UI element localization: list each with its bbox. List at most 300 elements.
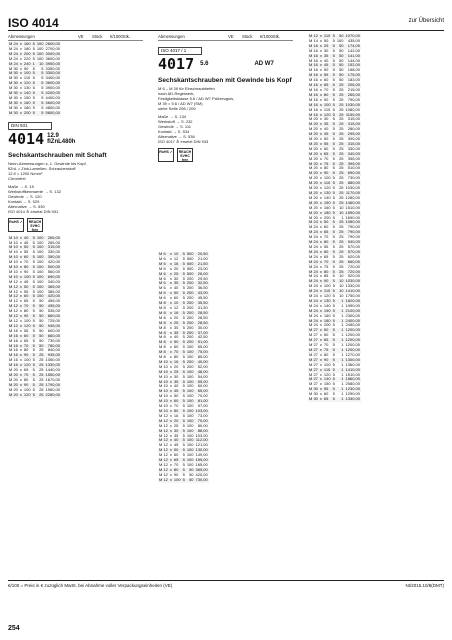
table-cell: x [319,86,322,92]
table-cell: 880,00 [345,181,361,186]
table-cell: 60 [23,294,32,299]
right-column [308,34,444,402]
table-cell: 5 [332,356,335,362]
table-cell: 160 [323,204,331,210]
table-cell: 5 [182,471,185,477]
table-cell: M 10 [159,383,168,389]
table-cell: M 16 [309,42,318,48]
table-cell: 100 [186,403,194,409]
table-cell: 20 [173,265,179,271]
table-cell: 16 [173,311,182,316]
table-cell: x [169,417,172,423]
table-cell: x [319,101,322,107]
table-cell: 5 [332,234,335,240]
reach-badge: REACH SVHC free [28,219,42,232]
table-cell: 1050,00 [45,357,60,363]
table-cell: 1510,00 [345,204,360,210]
table-cell: M 24 [309,288,318,294]
table-cell: 940,00 [345,240,361,245]
table-cell: x [19,90,22,96]
table-cell: x [19,347,22,353]
table-cell: 1860,00 [345,376,360,382]
table-cell: 40 [173,438,182,443]
table-cell: x [19,249,22,255]
table-cell: M 30 [309,396,318,402]
table-cell: 200 [186,300,194,306]
table-cell: 10 [36,62,45,67]
table-cell: 112,00 [195,437,208,443]
table-cell: 5 [32,352,35,358]
product-table [308,34,361,402]
table-cell: 25 [173,370,182,375]
table-cell: 100 [186,447,194,453]
table-cell: 3950,00 [45,60,60,66]
table-cell: 5 [32,318,35,323]
table-cell: M 12 [9,322,18,328]
table-cell: 65 [23,337,29,343]
table-cell: x [169,280,172,286]
table-cell: x [319,72,322,78]
table-cell: 25 [36,373,45,378]
table-cell: x [319,253,322,259]
table-cell: 5 [332,204,335,210]
table-cell: 60 [173,344,179,350]
table-cell: M 20 [309,121,318,127]
table-cell: 70 [23,259,29,265]
table-cell: 5 [32,273,35,279]
table-cell: 5 [41,75,44,81]
table-cell: 1360,00 [345,361,360,367]
table-cell: M 6 [159,285,166,291]
table-cell: x [319,37,322,43]
table-cell: 16 [173,262,182,267]
table-cell: 51,00 [195,340,209,345]
table-cell: M 12 [159,452,168,458]
table-cell: 435,00 [347,37,360,43]
table-cell: 60 [323,224,329,230]
table-cell: 5 [332,297,335,303]
table-cell: 1070,00 [345,33,360,38]
table-cell: 5 [332,145,335,151]
table-cell: 5 [32,283,35,289]
table-cell: M 24 [309,273,318,279]
table-cell: M 24 [309,293,318,299]
table-cell: 120 [323,371,331,377]
footer-note: €/100 = Preis in € zuzüglich MwSt. bei Abnahme voller Verpackungseinheiten (VE) [8,583,173,588]
table-cell: x [319,140,322,146]
table-cell: 25 [339,263,344,269]
overview-link[interactable] [409,18,444,24]
table-cell: 1 [336,358,345,363]
table-cell: 97,00 [197,403,208,409]
table-cell: x [319,111,322,117]
table-cell: 3900,00 [45,85,60,91]
table-cell: x [169,349,172,355]
table-cell: 32,50 [195,281,209,286]
table-cell: M 10 [9,244,18,250]
table-cell: x [319,219,322,225]
table-cell: 100 [323,283,331,289]
table-cell: 60 [23,334,32,339]
rohs-badge: RoHS ✓ [8,218,24,232]
table-cell: M 27 [309,342,318,348]
table-cell: 100 [186,349,194,355]
table-cell: 5 [332,140,335,146]
table-cell: 790,00 [347,96,360,102]
table-cell: 80 [173,409,182,414]
table-cell: 1030,00 [345,185,360,191]
table-cell: 100 [36,234,44,240]
table-cell: 1460,00 [345,199,360,205]
table-cell: 5 [182,304,185,310]
table-cell: M 16 [309,62,318,68]
table-cell: 45 [23,239,29,245]
table-cell: 35 [173,281,182,286]
table-cell: 10 [173,252,182,257]
table-cell: x [19,45,22,51]
table-cell: x [169,383,172,389]
table-cell: x [19,65,22,71]
table-cell: 50 [39,298,44,304]
table-cell: M 20 [9,367,18,373]
table-cell: 45 [323,63,332,68]
table-cell: 200 [186,334,194,340]
table-cell: 90 [23,65,29,71]
table-cell: 300,00 [347,136,360,142]
table-cell: M 24 [309,219,318,225]
table-cell: 100 [323,101,331,107]
table-cell: 4800,00 [45,104,60,110]
table-cell: x [169,354,172,360]
table-cell: 50 [336,54,345,59]
table-cell: 75,00 [195,350,209,355]
table-cell: 1 [341,322,344,328]
table-cell: x [19,55,22,61]
table-cell: 265,00 [345,93,361,98]
table-cell: 5 [32,386,35,392]
table-cell: 5 [182,412,185,418]
table-cell: 5 [332,381,335,387]
table-cell: 1 [341,332,344,338]
table-cell: 25 [336,93,345,98]
table-cell: 25 [336,113,345,118]
table-cell: 45 [23,278,29,284]
table-cell: M 27 [309,332,318,338]
table-cell: 5 [332,396,335,402]
table-cell: 5 [182,398,185,404]
table-cell: 5 [36,101,45,106]
table-cell: 60 [323,391,329,397]
table-cell: M 30 [9,85,18,91]
table-cell: 5 [332,96,335,102]
table-cell: 5 [32,293,35,299]
table-cell: 103,00 [195,432,208,438]
table-cell: x [169,476,172,482]
table-cell: 183,00 [347,77,360,83]
table-cell: 5 [36,91,45,96]
table-cell: 55 [323,387,332,392]
table-cell: 90 [323,171,332,176]
table-cell: 690,00 [45,275,61,280]
table-cell: 720,00 [345,270,361,275]
table-cell: M 24 [309,234,318,240]
table-cell: 200 [186,290,194,296]
table-cell: 5 [182,466,185,472]
table-cell: 350,00 [45,255,61,260]
table-cell: 5 [332,263,335,269]
table-cell: 5 [332,111,335,117]
table-cell: x [319,116,322,122]
table-cell: M 16 [309,77,318,83]
table-cell: x [19,332,22,338]
table-cell: 65 [23,367,29,373]
table-cell: 5 [32,45,35,51]
table-cell: 25 [339,136,344,142]
table-cell: x [169,295,172,301]
table-cell: x [169,422,172,428]
table-cell: 5 [32,303,35,309]
table-cell: 5 [332,86,335,92]
table-cell: 25 [339,194,344,200]
table-cell: M 8 [158,340,169,345]
table-cell: 120 [323,111,331,117]
table-cell: 130 [323,190,331,195]
table-cell: 70,00 [195,419,209,424]
table-cell: 5 [41,65,44,71]
table-cell: 340,00 [47,278,60,284]
table-cell: 35 [173,432,179,438]
table-cell: 50 [339,67,344,73]
table-cell: M 10 [159,368,168,374]
table-cell: 1230,00 [345,386,360,392]
table-cell: x [319,121,322,127]
table-cell: M 20 [309,175,318,181]
table-cell: 50 [336,73,345,78]
table-cell: 1 [336,377,345,382]
table-cell: 25 [36,383,45,388]
table-cell: 1440,00 [45,367,60,373]
table-cell: 5 [332,342,335,348]
table-cell: 5 [32,322,35,328]
table-cell: x [169,363,172,369]
table-cell: 1330,00 [345,283,360,289]
table-cell: 25 [323,44,332,49]
table-cell: 120 [323,293,331,299]
table-cell: x [319,62,322,68]
table-cell: 5 [332,351,335,357]
table-cell: M 10 [159,358,168,364]
table-cell: 200 [186,304,194,310]
table-cell: 50 [339,77,344,83]
table-cell: 5 [32,259,35,265]
table-cell: 130 [23,85,31,91]
table-cell: M 12 [159,466,168,472]
table-cell: x [169,432,172,438]
table-cell: 3350,00 [45,65,60,71]
table-cell: 3600,00 [45,80,60,86]
table-cell: x [169,393,172,399]
table-cell: M 16 [9,332,18,338]
table-cell: 25 [336,270,345,275]
table-cell: x [169,324,172,330]
table-cell: 80 [23,347,29,353]
table-cell: 570,00 [345,250,361,255]
table-cell: x [169,329,172,335]
table-cell: 25 [336,181,345,186]
table-cell: 100 [36,278,44,284]
table-cell: 5 [332,155,335,161]
table-cell: M 20 [309,131,318,137]
table-cell: 50 [173,291,182,296]
table-cell: x [169,447,172,453]
table-cell: M 20 [9,376,18,382]
table-cell: x [19,342,22,348]
table-cell: 1 [341,351,344,357]
table-cell: M 20 [309,180,318,186]
table-cell: x [319,155,322,161]
table-cell: x [169,437,172,443]
table-cell: 1330,00 [45,362,60,368]
table-cell: 37,00 [195,331,209,336]
table-cell: 660,00 [45,314,61,319]
table-cell: 100 [186,398,194,404]
table-cell: 500,00 [45,265,61,270]
table-cell: 5 [182,408,185,413]
table-cell: 500 [186,265,194,271]
table-cell: 25 [336,162,345,167]
table-cell: 560,00 [47,268,60,274]
table-cell: 120 [323,185,331,191]
table-cell: x [319,185,322,191]
table-cell: 5 [32,376,35,382]
table-cell: M 8 [159,324,166,330]
table-cell: M 6 [159,255,166,261]
table-cell: x [319,170,322,176]
table-cell: M 8 [159,344,166,350]
table-cell: 150 [323,381,331,387]
table-cell: 25 [339,155,344,161]
table-cell: 25 [336,83,345,88]
table-cell: 5 [332,180,335,186]
table-cell: 10 [339,283,344,289]
table-cell: 5600,00 [45,109,60,115]
table-cell: 10 [339,293,344,299]
table-cell: 206,00 [345,83,361,88]
table-cell: 40 [173,285,179,291]
table-cell: 2400,00 [345,317,360,323]
table-cell: 1200,00 [345,342,360,348]
table-cell: 1 [336,338,345,343]
table-cell: 45,50 [197,295,208,301]
table-cell: x [19,244,22,250]
table-cell: 120 [23,362,31,368]
table-cell: 80 [323,240,332,245]
table-cell: x [319,91,322,97]
table-cell: 55 [23,249,29,255]
table-cell: x [19,376,22,382]
table-cell: 100 [186,388,194,394]
table-cell: x [319,317,322,323]
table-cell: 50 [23,285,32,290]
table-cell: 5 [332,332,335,338]
table-cell: x [19,75,22,81]
table-cell: 5 [41,85,44,91]
table-cell: x [319,47,322,53]
table-cell: 21,50 [195,262,209,267]
table-cell: x [169,461,172,467]
table-cell: 55 [323,243,329,249]
table-cell: 180 [23,45,31,51]
table-cell: 1 [341,361,344,367]
table-cell: M 12 [159,422,168,428]
table-cell: 500 [186,251,194,256]
table-cell: 100 [186,442,194,448]
table-cell: 10 [339,273,344,279]
table-cell: 5 [32,254,35,260]
table-cell: M 27 [309,361,318,367]
table-cell: 150 [323,307,331,313]
table-cell: x [169,304,172,310]
table-cell: 5 [332,185,335,191]
table-cell: M 12 [159,427,168,433]
table-cell: 1200,00 [345,337,360,343]
table-cell: 5 [332,116,335,122]
table-cell: 5 [32,278,35,284]
product-desc: M 6 – M 39 für Einschraubtiefen nach AD-Regelwerk, Festigkeitsklasse 5.6 / AD W7 Prüfzeugnis, M 39 = 5.6 / AD W7 (SM) siehe Seite 208 / 209 [158,86,235,111]
table-cell: M 27 [309,366,318,372]
table-cell: 55 [23,288,29,294]
table-cell: M 16 [9,327,18,333]
table-cell: 25 [336,191,345,196]
table-cell: M 27 [309,371,318,377]
table-cell: 65,00 [195,389,209,394]
product-number: 4014 [8,129,45,148]
table-cell: x [169,452,172,458]
table-cell: 100 [36,45,44,51]
table-cell: 4200,00 [45,90,60,96]
table-row [308,397,361,402]
table-cell: 730,00 [195,476,208,482]
table-cell: 25 [336,103,345,108]
table-cell: 3600,00 [45,55,60,61]
table-cell: 50 [36,334,45,339]
table-cell: M 10 [159,388,168,394]
table-cell: 5 [182,319,185,325]
table-cell: 1 [341,391,344,397]
table-cell: 535,00 [47,308,60,314]
table-cell: 5 [332,307,335,313]
table-cell: 80 [173,354,179,360]
table-cell: 620,00 [347,253,360,259]
table-cell: M 30 [9,109,18,115]
table-cell: M 20 [309,165,318,171]
table-cell: 100 [36,268,44,274]
table-cell: M 20 [309,150,318,156]
table-cell: 100 [36,273,44,279]
table-cell: 10 [339,204,344,210]
table-cell: 660,00 [45,334,61,339]
table-cell: 5 [332,62,335,68]
table-cell: 21,00 [197,255,208,261]
table-cell: 1510,00 [345,371,360,377]
table-cell: 50 [339,47,344,53]
footer [8,580,444,588]
table-cell: M 16 [309,47,318,53]
table-cell: 5 [332,253,335,259]
table-cell: 40 [323,126,329,132]
table-cell: 5 [182,329,185,335]
table-cell: 1820,00 [345,297,360,303]
